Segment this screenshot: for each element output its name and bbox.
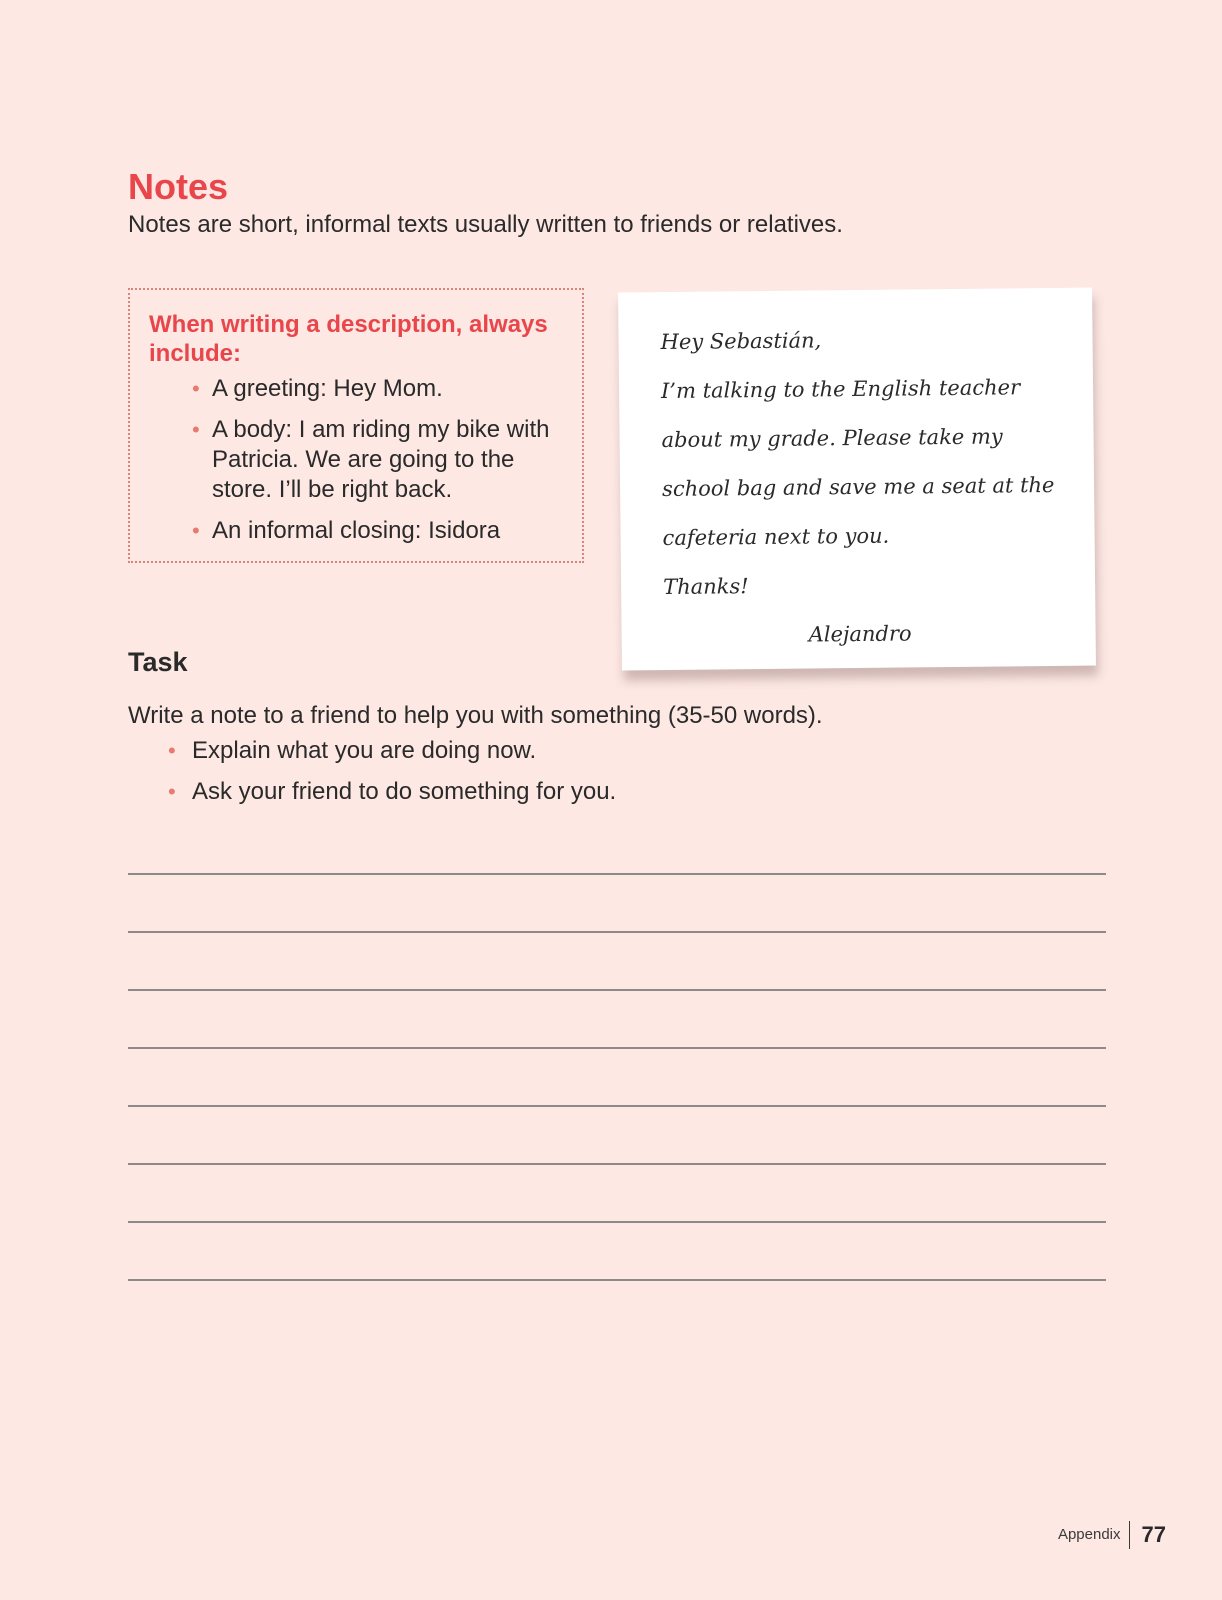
bullet-icon: • [192,518,200,543]
bullet-icon: • [192,417,200,442]
bullet-icon: • [168,779,176,804]
list-item [168,736,616,766]
tip-box [128,288,584,563]
note-thanks: Thanks! [662,574,749,600]
list-item [192,516,564,546]
writing-line[interactable] [128,1049,1106,1107]
note-greeting: Hey Sebastián, [660,328,822,355]
intro-text: Notes are short, informal texts usually written to friends or relatives. [128,211,843,238]
writing-line[interactable] [128,991,1106,1049]
tip-item-text: An informal closing: Isidora [212,517,501,544]
note-signature: Alejandro [808,621,912,647]
writing-line[interactable] [128,875,1106,933]
writing-line[interactable] [128,1223,1106,1281]
footer-section-label: Appendix [1057,1526,1121,1543]
note-body-line: I’m talking to the English teacher [660,375,1021,404]
tip-item-text: A greeting: Hey Mom. [212,375,443,402]
task-item-text: Ask your friend to do something for you. [192,778,617,805]
note-body-line: school bag and save me a seat at the [661,472,1055,502]
sample-note [618,288,1096,671]
list-item [192,374,564,404]
bullet-icon: • [168,738,176,763]
writing-line[interactable] [128,933,1106,991]
list-item [192,415,564,505]
task-prompt: Write a note to a friend to help you with something (35-50 words). [128,702,823,729]
task-item-text: Explain what you are doing now. [192,737,537,764]
writing-area[interactable] [128,873,1106,1281]
note-body-line: about my grade. Please take my [661,424,1003,453]
bullet-icon: • [192,376,200,401]
tip-list [149,374,564,546]
task-list [168,736,616,818]
page-title: Notes [128,166,229,207]
note-body-line: cafeteria next to you. [662,523,890,551]
tip-item-text: A body: I am riding my bike with Patricia. We are going to the store. I’ll be right back. [212,416,550,503]
list-item [168,777,616,807]
page-number: 77 [1141,1522,1166,1547]
writing-line[interactable] [128,1107,1106,1165]
page-footer [1058,1520,1166,1550]
writing-line[interactable] [128,1165,1106,1223]
task-heading: Task [128,647,188,677]
tip-heading: When writing a description, always include: [149,311,548,367]
